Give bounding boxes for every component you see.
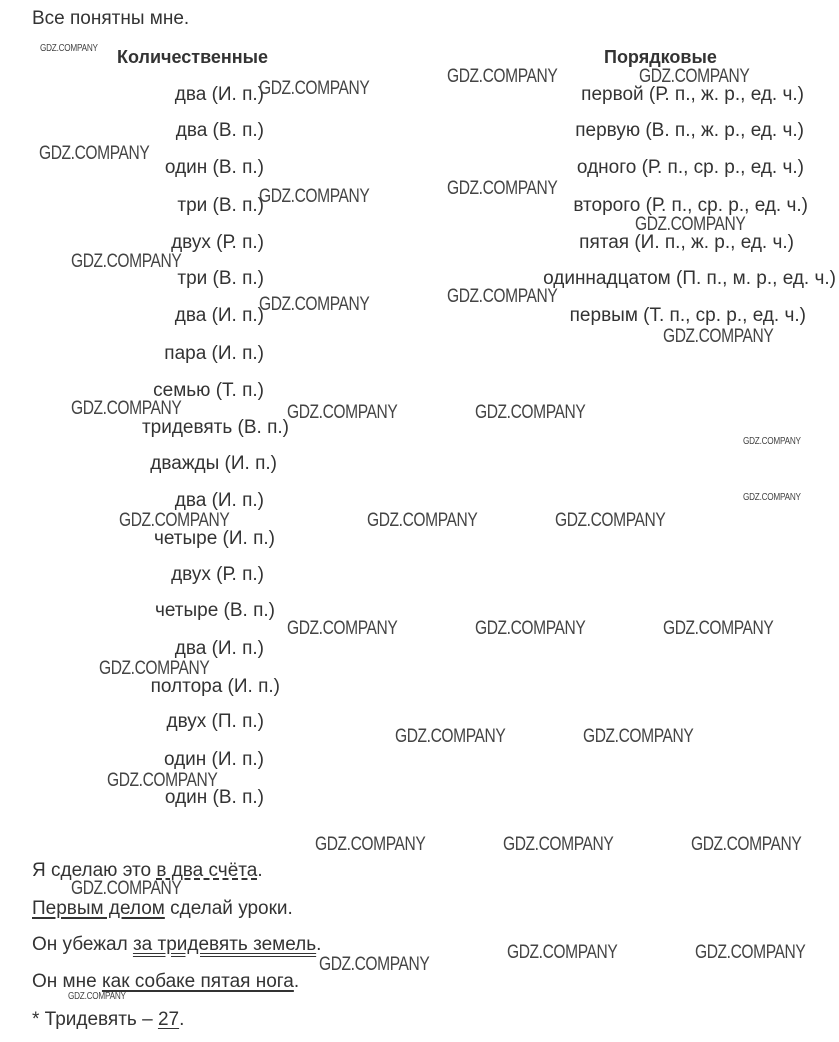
sentence-1: Я сделаю это в два счёта.: [32, 860, 263, 881]
watermark: GDZ.COMPANY: [395, 726, 506, 747]
watermark: GDZ.COMPANY: [259, 186, 370, 207]
watermark: GDZ.COMPANY: [475, 402, 586, 423]
watermark: GDZ.COMPANY: [507, 942, 618, 963]
watermark: GDZ.COMPANY: [319, 954, 430, 975]
ordinal-item: одного (Р. п., ср. р., ед. ч.): [576, 157, 804, 178]
sentence-4: Он мне как собаке пятая нога.: [32, 971, 300, 992]
cardinal-item: один (В. п.): [164, 787, 264, 808]
watermark: GDZ.COMPANY: [259, 294, 370, 315]
cardinal-item: два (И. п.): [174, 490, 264, 511]
cardinal-item: два (И. п.): [174, 84, 264, 105]
intro-text: Все понятны мне.: [32, 8, 190, 29]
watermark: GDZ.COMPANY: [71, 878, 182, 899]
sentence-3: Он убежал за тридевять земель.: [32, 934, 322, 955]
watermark: GDZ.COMPANY: [447, 178, 558, 199]
cardinal-item: два (И. п.): [174, 305, 264, 326]
watermark: GDZ.COMPANY: [315, 834, 426, 855]
watermark: GDZ.COMPANY: [447, 66, 558, 87]
phraseologism: как собаке пятая нога: [101, 971, 294, 992]
cardinal-item: пара (И. п.): [164, 343, 264, 364]
watermark: GDZ.COMPANY: [287, 402, 398, 423]
watermark: GDZ.COMPANY: [71, 398, 182, 419]
ordinal-item: первой (Р. п., ж. р., ед. ч.): [581, 84, 804, 105]
watermark: GDZ.COMPANY: [555, 510, 666, 531]
watermark: GDZ.COMPANY: [695, 942, 806, 963]
watermark: GDZ.COMPANY: [635, 214, 746, 235]
cardinal-item: двух (Р. п.): [171, 564, 264, 585]
cardinal-item: четыре (В. п.): [154, 600, 275, 621]
cardinal-item: два (В. п.): [175, 120, 264, 141]
ordinal-item: первым (Т. п., ср. р., ед. ч.): [569, 305, 806, 326]
watermark: GDZ.COMPANY: [71, 251, 182, 272]
watermark: GDZ.COMPANY: [743, 436, 801, 447]
ordinal-header: Порядковые: [604, 47, 717, 67]
ordinal-item: пятая (И. п., ж. р., ед. ч.): [579, 232, 794, 253]
ordinal-item: первую (В. п., ж. р., ед. ч.): [575, 120, 804, 141]
cardinal-item: дважды (И. п.): [150, 453, 277, 474]
cardinal-item: два (И. п.): [174, 638, 264, 659]
phraseologism: в два счёта: [156, 860, 258, 881]
watermark: GDZ.COMPANY: [39, 143, 150, 164]
watermark: GDZ.COMPANY: [367, 510, 478, 531]
cardinal-item: тридевять (В. п.): [141, 417, 289, 438]
sentence-2: Первым делом сделай уроки.: [32, 898, 293, 919]
watermark: GDZ.COMPANY: [663, 618, 774, 639]
ordinal-item: одиннадцатом (П. п., м. р., ед. ч.): [543, 268, 836, 289]
watermark: GDZ.COMPANY: [743, 492, 801, 503]
footnote: * Тридевять – 27.: [32, 1009, 185, 1030]
cardinal-item: три (В. п.): [177, 195, 264, 216]
cardinal-item: один (И. п.): [163, 749, 264, 770]
watermark: GDZ.COMPANY: [99, 658, 210, 679]
phraseologism: за тридевять земель: [132, 934, 317, 955]
cardinal-item: четыре (И. п.): [153, 528, 275, 549]
cardinal-item: один (В. п.): [164, 157, 264, 178]
watermark: GDZ.COMPANY: [119, 510, 230, 531]
watermark: GDZ.COMPANY: [475, 618, 586, 639]
watermark: GDZ.COMPANY: [663, 326, 774, 347]
watermark: GDZ.COMPANY: [639, 66, 750, 87]
ordinal-item: второго (Р. п., ср. р., ед. ч.): [573, 195, 808, 216]
watermark: GDZ.COMPANY: [287, 618, 398, 639]
watermark: GDZ.COMPANY: [691, 834, 802, 855]
watermark: GDZ.COMPANY: [107, 770, 218, 791]
cardinal-item: три (В. п.): [177, 268, 264, 289]
cardinal-item: полтора (И. п.): [150, 676, 280, 697]
cardinal-header: Количественные: [117, 47, 269, 67]
watermark: GDZ.COMPANY: [68, 991, 126, 1002]
footnote-value: 27: [157, 1009, 180, 1030]
watermark: GDZ.COMPANY: [447, 286, 558, 307]
cardinal-item: семью (Т. п.): [153, 380, 264, 401]
cardinal-item: двух (Р. п.): [171, 232, 264, 253]
watermark: GDZ.COMPANY: [40, 43, 98, 54]
watermark: GDZ.COMPANY: [259, 78, 370, 99]
phraseologism: Первым делом: [32, 898, 165, 919]
watermark: GDZ.COMPANY: [583, 726, 694, 747]
watermark: GDZ.COMPANY: [503, 834, 614, 855]
cardinal-item: двух (П. п.): [166, 711, 264, 732]
